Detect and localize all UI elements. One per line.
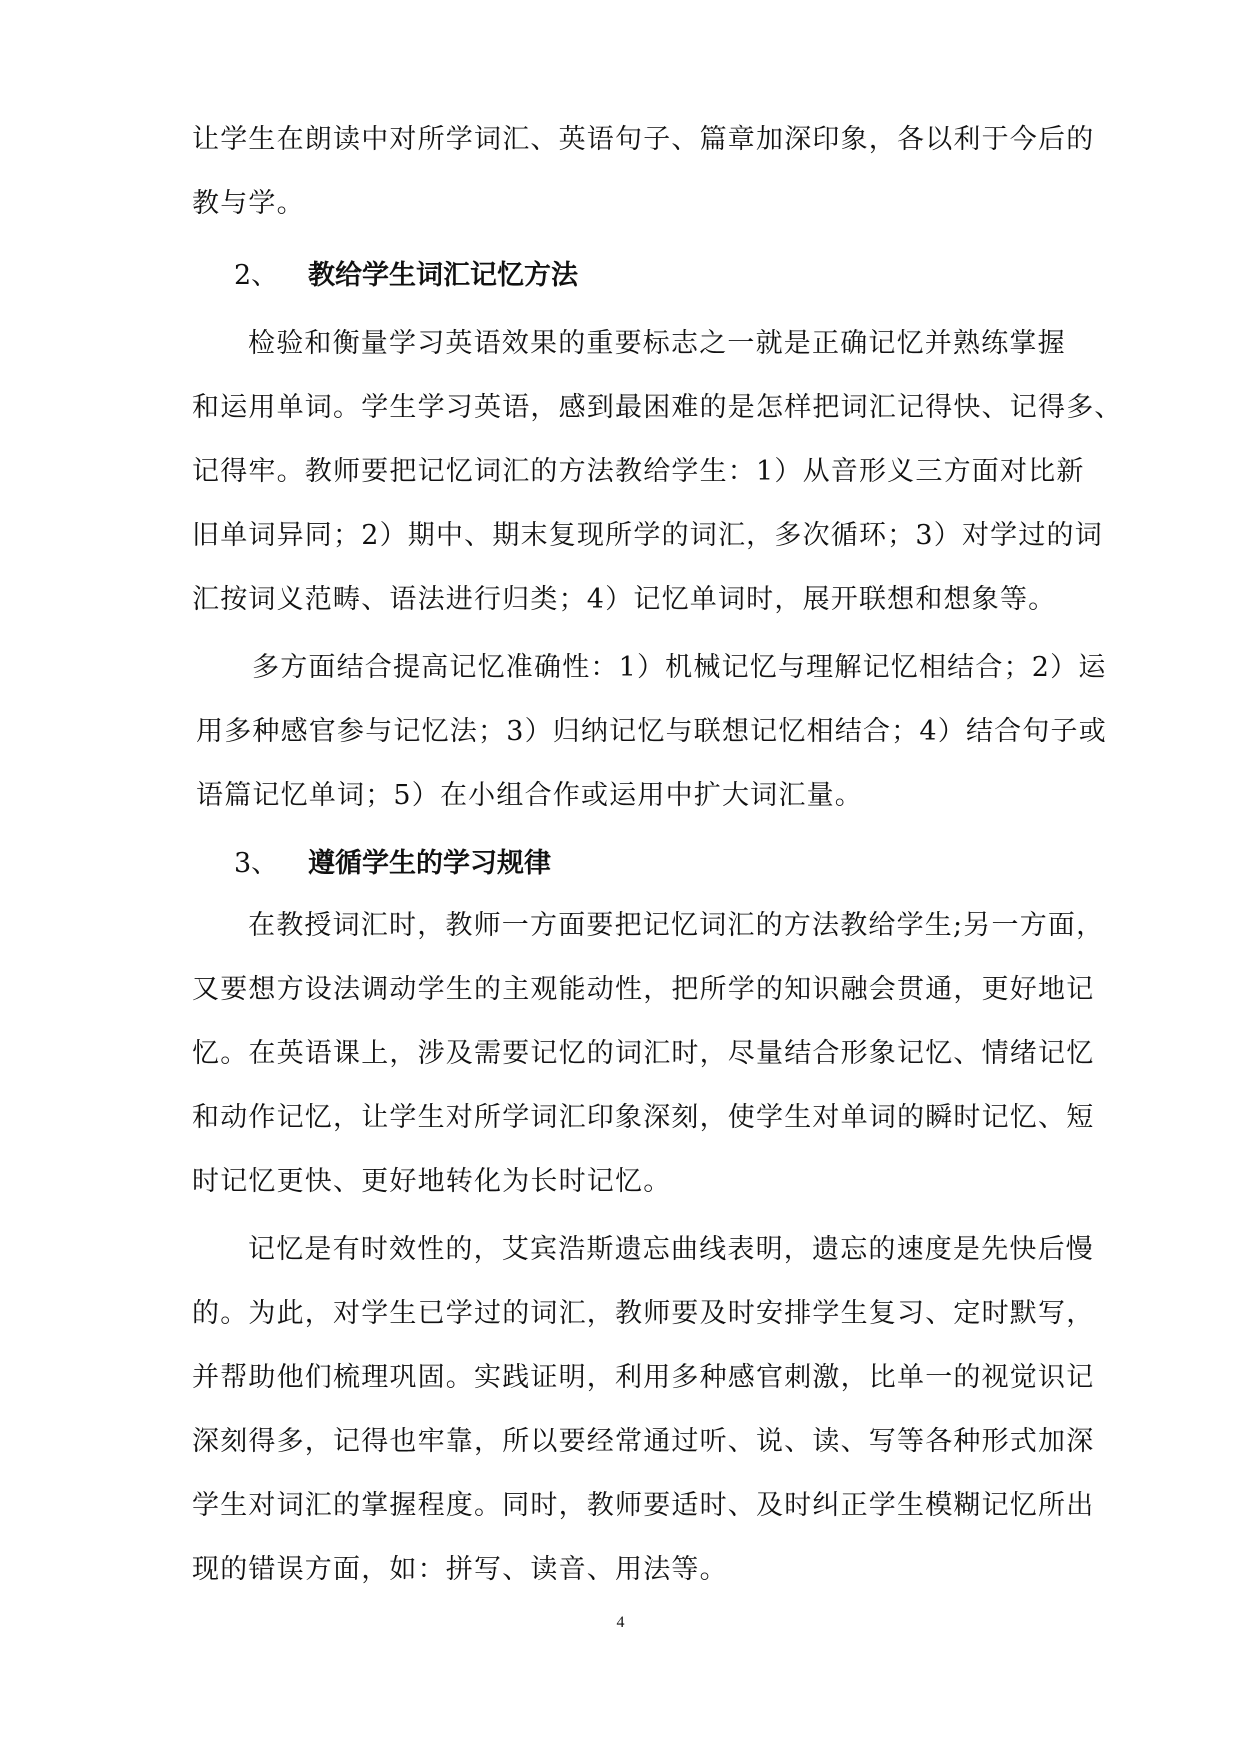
paragraph-line: 并帮助他们梳理巩固。实践证明，利用多种感官刺激，比单一的视觉识记 xyxy=(192,1362,1095,1393)
section-heading-3 xyxy=(234,846,551,882)
paragraph-line: 现的错误方面，如：拼写、读音、用法等。 xyxy=(192,1554,728,1585)
section-heading-2 xyxy=(234,258,578,294)
paragraph-line: 语篇记忆单词；5）在小组合作或运用中扩大词汇量。 xyxy=(196,780,863,811)
paragraph-line: 让学生在朗读中对所学词汇、英语句子、篇章加深印象，各以利于今后的 xyxy=(192,124,1095,155)
paragraph-line: 记忆是有时效性的，艾宾浩斯遗忘曲线表明，遗忘的速度是先快后慢 xyxy=(248,1234,1094,1265)
paragraph-line: 时记忆更快、更好地转化为长时记忆。 xyxy=(192,1166,672,1197)
paragraph-line: 和运用单词。学生学习英语，感到最困难的是怎样把词汇记得快、记得多、 xyxy=(192,392,1123,423)
paragraph-line: 在教授词汇时，教师一方面要把记忆词汇的方法教给学生;另一方面， xyxy=(248,910,1105,941)
section-number: 3、 xyxy=(234,848,279,879)
paragraph-line: 多方面结合提高记忆准确性：1）机械记忆与理解记忆相结合；2）运 xyxy=(252,652,1107,683)
paragraph-line: 的。为此，对学生已学过的词汇，教师要及时安排学生复习、定时默写， xyxy=(192,1298,1095,1329)
paragraph-line: 教与学。 xyxy=(192,188,305,219)
paragraph-line: 又要想方设法调动学生的主观能动性，把所学的知识融会贯通，更好地记 xyxy=(192,974,1095,1005)
paragraph-line: 汇按词义范畴、语法进行归类；4）记忆单词时，展开联想和想象等。 xyxy=(192,584,1057,615)
paragraph-line: 检验和衡量学习英语效果的重要标志之一就是正确记忆并熟练掌握 xyxy=(248,328,1066,359)
paragraph-line: 记得牢。教师要把记忆词汇的方法教给学生：1）从音形义三方面对比新 xyxy=(192,456,1085,487)
section-title: 教给学生词汇记忆方法 xyxy=(308,260,578,291)
section-title: 遵循学生的学习规律 xyxy=(308,848,551,879)
page-number: 4 xyxy=(616,1614,625,1631)
paragraph-line: 忆。在英语课上，涉及需要记忆的词汇时，尽量结合形象记忆、情绪记忆 xyxy=(192,1038,1095,1069)
paragraph-line: 和动作记忆，让学生对所学词汇印象深刻，使学生对单词的瞬时记忆、短 xyxy=(192,1102,1095,1133)
section-number: 2、 xyxy=(234,260,279,291)
paragraph-line: 学生对词汇的掌握程度。同时，教师要适时、及时纠正学生模糊记忆所出 xyxy=(192,1490,1095,1521)
paragraph-line: 用多种感官参与记忆法；3）归纳记忆与联想记忆相结合；4）结合句子或 xyxy=(196,716,1107,747)
paragraph-line: 深刻得多，记得也牢靠，所以要经常通过听、说、读、写等各种形式加深 xyxy=(192,1426,1095,1457)
paragraph-line: 旧单词异同；2）期中、期末复现所学的词汇，多次循环；3）对学过的词 xyxy=(192,520,1103,551)
